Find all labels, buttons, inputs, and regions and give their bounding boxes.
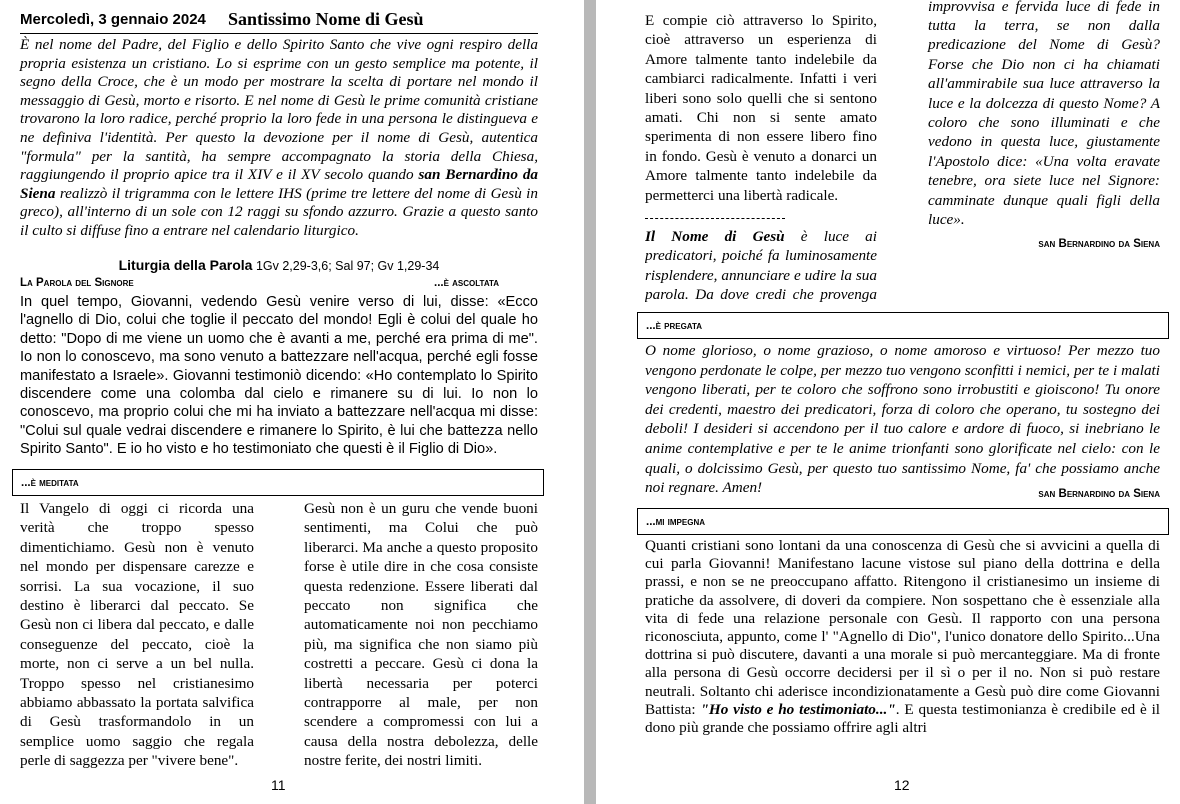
gospel-text: In quel tempo, Giovanni, vedendo Gesù venire verso di lui, disse: «Ecco l'agnello di Dio, colui che toglie il peccato del mondo! Egli è colui del quale ho detto: "Dopo di me viene un uomo che è avanti a me, perché era prima di me". Io non lo conoscevo, ma sono venuto a battezzare nell'acqua, perché egli fosse manifestato a Israele». Giovanni testimoniò dicendo: «Ho contemplato lo Spirito discendere come una colomba dal cielo e rimanere su di lui. Io non lo conoscevo, ma proprio colui che mi ha inviato a battezzare nell'acqua mi disse: "Colui sul quale vedrai discendere e rimanere lo Spirito, è lui che battezza nello Spirito Santo". E io ho visto e ho testimoniato che questi è il Figlio di Dio».: [20, 294, 538, 458]
liturgy-line: [20, 257, 538, 275]
impegna-text-2: . E questa testimonianza è credibile ed è il dono più grande che possiamo offrire agli altri: [645, 700, 1161, 737]
signature-2: san Bernardino da Siena: [1038, 488, 1160, 500]
intro-text-1: È nel nome del Padre, del Figlio e dello Spirito Santo che vive ogni respiro della propria esistenza un cristiano. Lo si esprime con un gesto semplice ma potente, il segno della Croce, che è un modo per mostrare la scelta di portare nel mondo il messaggio di Gesù, morto e risorto. E nel nome di Gesù le prime comunità cristiane trovarono la loro radice, perché proprio la loro fede in una persona le distingueva e ne definiva l'identità. Per questo la devozione per il nome di Gesù, autentica "formula" per la santità, ha sempre accompagnato la storia della Chiesa, raggiungendo il proprio apice tra il XIV e il XV secolo quando: [20, 36, 538, 184]
page-gutter: [584, 0, 596, 804]
pregata-heading: ...è pregata: [646, 320, 703, 332]
header-date: Mercoledì, 3 gennaio 2024: [20, 11, 206, 28]
page-number-11: 11: [271, 777, 286, 793]
intro-paragraph: [20, 36, 538, 241]
impegna-text-1: Quanti cristiani sono lontani da una conoscenza di Gesù che si avvicini a quella di cui parla Giovanni! Manifestano lacune vistose sul piano della dottrina e della prassi, e non se ne preoccupano affatto. Ritengono il cristianesimo un insieme di pratiche da assolvere, di doveri da compiere. Non sospettano che è essenziale alla vita di fede una relazione personale con Gesù. Il rapporto con una persona riconosciuta, appunto, come l' "Agnello di Dio", l'unico donatore dello Spirito...Una dottrina si può discutere, davanti a una morale si può mercanteggiare. Ma di fronte alla persona di Gesù occorre decidersi per il sì o per il no. Non si può restare neutrali. Soltanto chi aderisce incondizionatamente a Gesù può dire come Giovanni Battista:: [645, 537, 1160, 718]
liturgy-references: 1Gv 2,29-3,6; Sal 97; Gv 1,29-34: [255, 259, 440, 273]
signature-1: san Bernardino da Siena: [1038, 238, 1160, 250]
impegna-heading: ...mi impegna: [646, 516, 706, 528]
header-title: Santissimo Nome di Gesù: [228, 9, 424, 29]
dashed-separator: [645, 218, 785, 219]
prayer-text: O nome glorioso, o nome grazioso, o nome amoroso e virtuoso! Per mezzo tuo vengono perdonate le colpe, per mezzo tuo vengono sconfitti i nemici, per te i malati vengono liberati, per te coloro che soffrono sono irrobustiti e gioiscono! Tu onore dei credenti, maestro dei predicatori, forza di coloro che operano, tu sostegno dei deboli! I desideri si accendono per il tuo calore e ardore di fuoco, si inebriano le anime contemplative e per te le anime trionfanti sono glorificate nel cielo: con le quali, o dolcissimo Gesù, per questo tuo santissimo Nome, fa' che possiamo anche noi regnare. Amen!: [645, 342, 1160, 497]
parola-heading: La Parola del Signore: [20, 277, 134, 289]
meditata-heading: ...è meditata: [21, 477, 79, 489]
meditation-column-2: Gesù non è un guru che vende buoni sentimenti, ma Colui che può liberarci. Ma anche a questo proposito forse è utile dire in che cosa consiste questa redenzione. Essere liberati dal peccato non significa che automaticamente noi non pecchiamo più, ma significa che non siamo più costretti a peccare. Gesù ci dona la libertà necessaria per poterci contrapporre al male, per non scendere a compromessi con lui a causa della nostra debolezza, delle nostre ferite, dei nostri limiti.: [304, 500, 538, 770]
page-number-12: 12: [894, 777, 910, 793]
nome-di-gesu-quote-part1: [645, 227, 877, 303]
meditation-column-1: Il Vangelo di oggi ci ricorda una verità che troppo spesso dimentichiamo. Gesù non è venuto nel mondo per dispensare carezze e sorrisi. La sua vocazione, il suo destino è liberarci dal peccato. Se Gesù non ci libera dal peccato, e dalle conseguenze del peccato, cioè la morte, non ci serve a un bel nulla. Troppo spesso nel cristianesimo abbiamo abbassato la portata salvifica di Gesù trasformandolo in un semplice uomo saggio che regala perle di saggezza per "vivere bene".: [20, 500, 254, 770]
meditation-continued: E compie ciò attraverso lo Spirito, cioè attraverso un esperienza di Amore talmente tanto indelebile da cambiarci radicalmente. Infatti i veri liberi sono solo quelli che si sentono amati. Chi non si sente amato sperimenta di non essere libero fino in fondo. Gesù è venuto a donarci un Amore talmente tanto indelebile da permetterci una libertà radicale.: [645, 12, 877, 204]
nome-di-gesu-text: è luce ai predicatori, poiché fa luminosamente risplendere, annunciare e udire la sua parola. Da dove credi che provenga: [645, 228, 877, 303]
page-12: [596, 0, 1180, 804]
pregata-box: [637, 312, 1169, 339]
nome-di-gesu-text-continued: improvvisa e fervida luce di fede in tutta la terra, se non dalla predicazione del Nome di Gesù? Forse che Dio non ci ha chiamati all'ammirabile sua luce attraverso la luce e la dolcezza di questo Nome? A coloro che sono illuminati e che vedono in questa luce, giustamente l'Apostolo dice: «Una volta eravate tenebre, ora siete luce nel Signore: camminate dunque quali figli della luce».: [928, 0, 1160, 229]
liturgy-label: Liturgia della Parola: [118, 257, 253, 273]
meditata-box: [12, 469, 544, 496]
page-11: [0, 0, 584, 804]
impegna-quote: "Ho visto e ho testimoniato...": [700, 700, 896, 718]
impegna-text: [645, 537, 1160, 737]
ascoltata-heading: ...è ascoltata: [434, 277, 500, 289]
intro-saint-name: san Bernardino da Siena: [20, 166, 539, 202]
nome-di-gesu-quote-part2: [928, 0, 1160, 230]
impegna-box: [637, 508, 1169, 535]
nome-di-gesu-title: Il Nome di Gesù: [645, 228, 785, 245]
page-header: [20, 9, 538, 34]
intro-text-2: realizzò il trigramma con le lettere IHS (prime tre lettere del nome di Gesù in greco), all'interno di un sole con 12 raggi su sfondo azzurro. Grazie a questo santo il culto si diffuse fino a entrare nel calendario liturgico.: [20, 184, 538, 239]
